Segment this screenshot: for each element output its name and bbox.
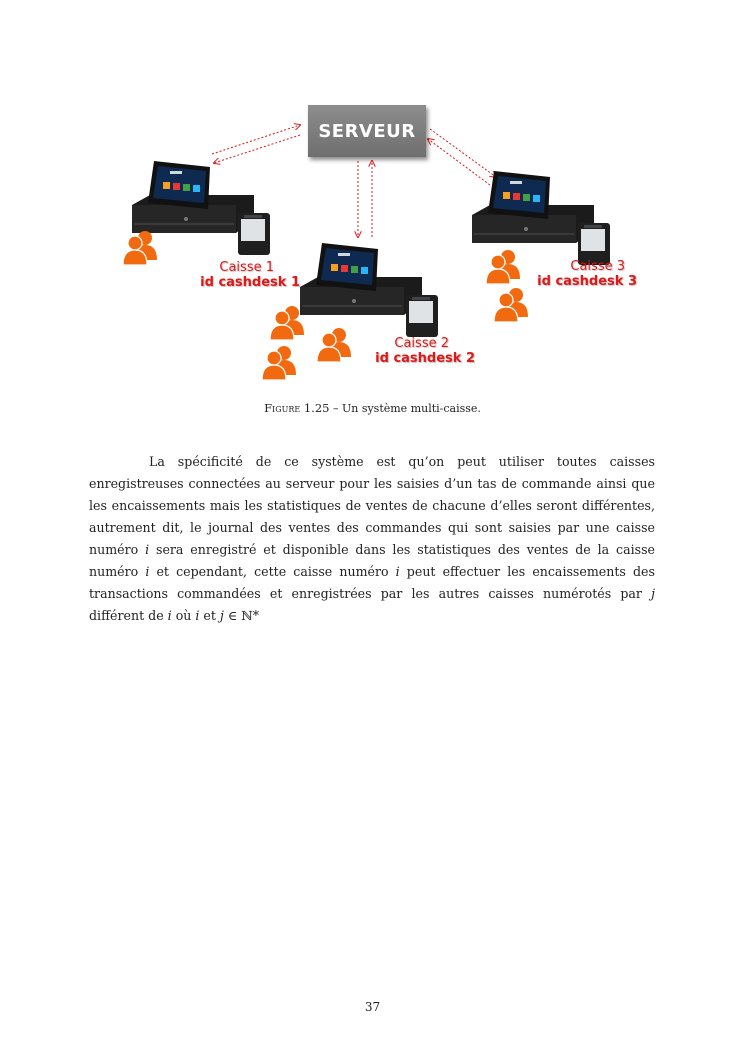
customers-icon-2a — [270, 306, 304, 340]
customers-icon-2c — [262, 346, 296, 380]
math-variable: i — [167, 608, 172, 623]
math-variable: i — [195, 608, 200, 623]
server-label: SERVEUR — [318, 120, 416, 142]
figure-caption — [0, 401, 745, 415]
cashdesk-3-label — [515, 259, 637, 289]
math-variable: j — [219, 608, 224, 623]
math-variable: j — [651, 586, 655, 601]
text-segment: sera enregistré et disponible dans les statistiques des ventes de la caisse numéro — [89, 542, 655, 579]
cashdesk-2-register — [300, 243, 438, 337]
cashdesk-3-register — [472, 171, 610, 265]
caption-text: Un système multi-caisse. — [341, 402, 481, 415]
figure-number: Figure 1.25 — [264, 401, 330, 415]
text-segment: La spécificité de ce système est qu’on peut utiliser toutes caisses enregistreuses connectées au serveur pour les saisies d’un tas de commande ainsi que les encaissements mais les statistiques de ventes de chacune d’elles seront différentes, autrement dit, le journal des ventes des commandes qui sont saisies par une caisse numéro — [89, 454, 655, 557]
cashdesk-1-label — [180, 260, 300, 290]
math-variable: i — [145, 564, 150, 579]
multi-cashdesk-figure — [110, 95, 650, 390]
text-segment: et cependant, cette caisse numéro — [149, 564, 396, 579]
cashdesk-1-id: id cashdesk 1 — [200, 275, 300, 290]
cashdesk-1-name: Caisse 1 — [219, 260, 274, 275]
cashdesk-2-name: Caisse 2 — [394, 336, 449, 351]
customers-icon-2b — [317, 328, 351, 362]
text-segment: où — [171, 608, 196, 623]
cashdesk-3-name: Caisse 3 — [570, 259, 625, 274]
text-segment: ∈ ℕ* — [223, 608, 259, 623]
cashdesk-2-label — [355, 336, 475, 366]
cashdesk-2-id: id cashdesk 2 — [375, 351, 475, 366]
math-variable: i — [145, 542, 150, 557]
text-segment: peut effectuer les encaissements des transactions commandées et enregistrées par les autres caisses numérotés par — [89, 564, 655, 601]
customers-icon-3b — [494, 288, 528, 322]
customers-icon-1 — [123, 231, 157, 265]
body-paragraph — [89, 451, 655, 627]
caption-separator: – — [329, 402, 342, 415]
math-variable: i — [395, 564, 400, 579]
server-box — [308, 105, 426, 157]
page-number: 37 — [364, 1000, 381, 1014]
cashdesk-3-id: id cashdesk 3 — [537, 274, 637, 289]
text-segment: différent de — [89, 608, 168, 623]
cashdesk-1-register — [132, 161, 270, 255]
text-segment: et — [199, 608, 220, 623]
